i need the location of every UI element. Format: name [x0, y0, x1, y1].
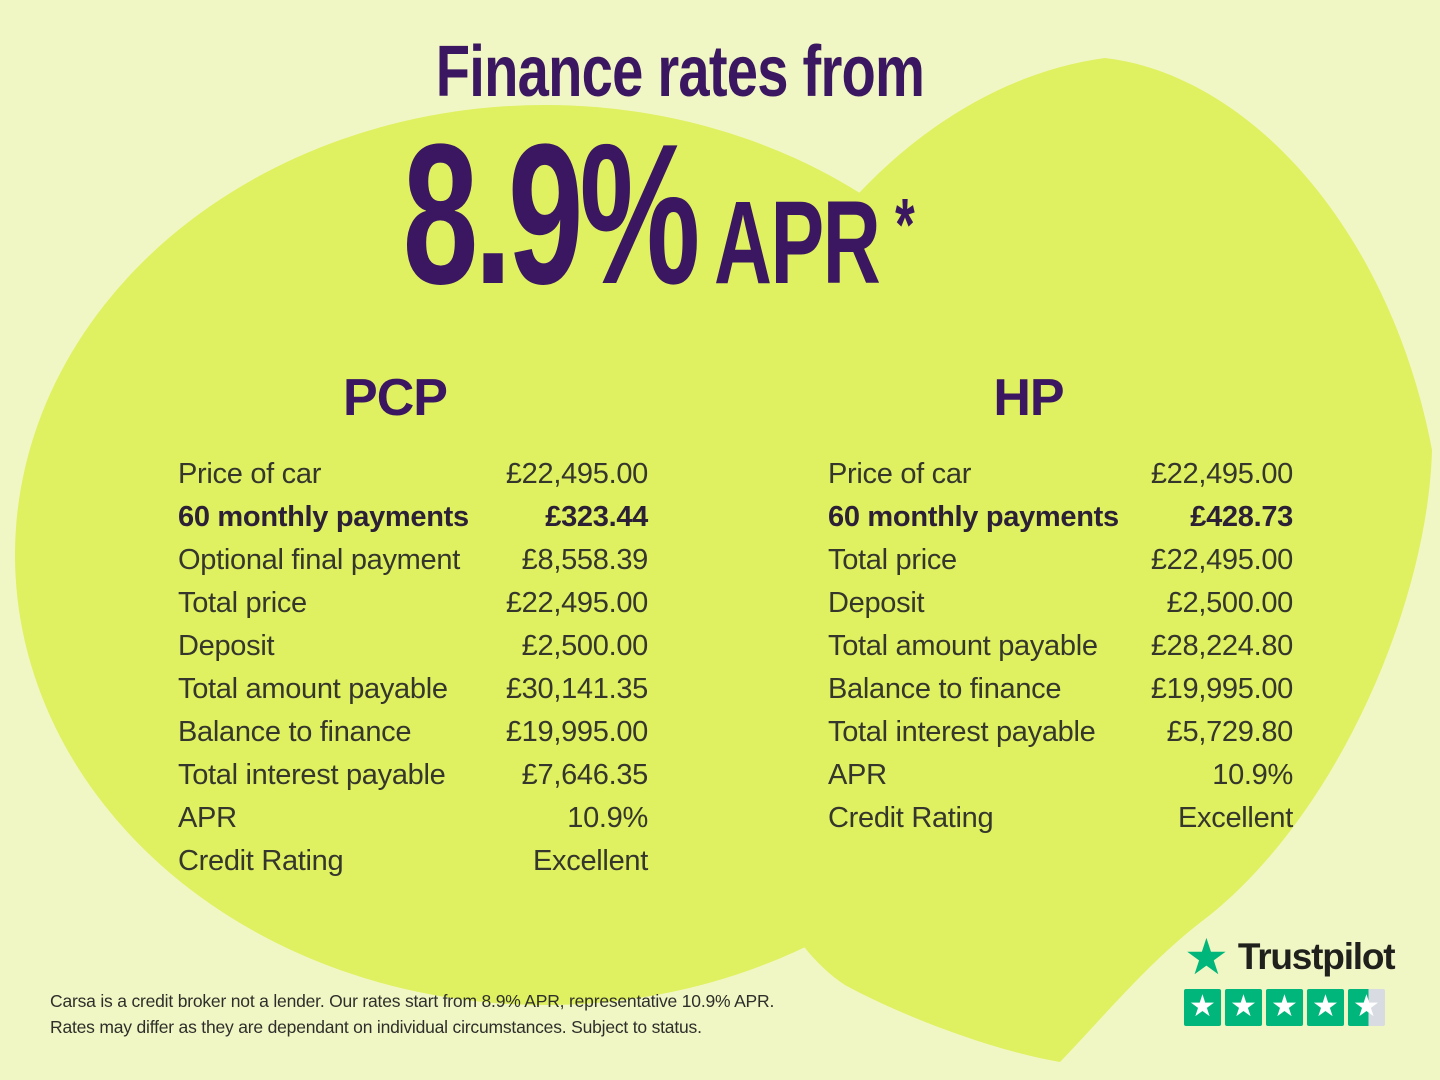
row-value: £8,558.39	[521, 544, 648, 576]
rate-unit-label: APR	[714, 177, 880, 309]
disclaimer-line-2: Rates may differ as they are dependant on individual circumstances. Subject to status.	[50, 1017, 702, 1037]
rate-unit-group	[714, 177, 915, 309]
disclaimer	[50, 988, 830, 1040]
row-value: £30,141.35	[505, 673, 648, 705]
page-title: Finance rates from	[435, 32, 925, 112]
row-value: £22,495.00	[505, 587, 648, 619]
row-label: Optional final payment	[178, 544, 460, 576]
pcp-heading: PCP	[343, 369, 447, 427]
row-label: Total price	[178, 587, 307, 619]
rate-asterisk: *	[895, 183, 915, 266]
row-label: Total interest payable	[178, 759, 446, 791]
pcp-table	[178, 453, 648, 883]
star-glyph: ★	[1189, 989, 1216, 1023]
row-value: £428.73	[1190, 501, 1293, 533]
rating-star-full	[1184, 989, 1221, 1026]
rating-star-half	[1348, 989, 1385, 1026]
table-row	[178, 625, 648, 668]
rating-star-full	[1307, 989, 1344, 1026]
row-value: 10.9%	[567, 802, 648, 834]
trustpilot-star-icon: ★	[1184, 929, 1229, 985]
table-row	[178, 582, 648, 625]
row-label: Total price	[828, 544, 957, 576]
disclaimer-line-1: Carsa is a credit broker not a lender. Our rates start from 8.9% APR, representative 10.9% APR.	[50, 991, 775, 1011]
star-glyph: ★	[1271, 989, 1298, 1023]
row-label: Deposit	[828, 587, 925, 619]
row-value: £22,495.00	[505, 458, 648, 490]
table-row	[828, 582, 1293, 625]
row-value: £28,224.80	[1150, 630, 1293, 662]
table-row	[178, 754, 648, 797]
table-row	[828, 453, 1293, 496]
row-value: Excellent	[533, 845, 648, 877]
row-value: £323.44	[545, 501, 648, 533]
row-label: Balance to finance	[178, 716, 412, 748]
row-value: £22,495.00	[1150, 458, 1293, 490]
table-row	[828, 754, 1293, 797]
row-value: £19,995.00	[1150, 673, 1293, 705]
row-label: APR	[828, 759, 887, 791]
star-glyph: ★	[1353, 989, 1380, 1023]
row-label: 60 monthly payments	[178, 501, 469, 533]
row-value: Excellent	[1178, 802, 1293, 834]
row-value: £2,500.00	[521, 630, 648, 662]
row-value: 10.9%	[1212, 759, 1293, 791]
table-row	[178, 668, 648, 711]
row-label: Price of car	[828, 458, 972, 490]
trustpilot-badge	[1184, 929, 1395, 1026]
row-label: APR	[178, 802, 237, 834]
row-label: Credit Rating	[178, 845, 344, 877]
hp-heading: HP	[993, 369, 1064, 427]
trustpilot-wordmark: Trustpilot	[1237, 936, 1395, 977]
row-label: Credit Rating	[828, 802, 994, 834]
table-row	[178, 797, 648, 840]
row-label: Price of car	[178, 458, 322, 490]
row-label: Total amount payable	[178, 673, 448, 705]
rate-value: 8.9%	[402, 103, 697, 326]
row-label: 60 monthly payments	[828, 501, 1119, 533]
table-row	[828, 496, 1293, 539]
trustpilot-logo	[1184, 929, 1395, 985]
row-value: £2,500.00	[1166, 587, 1293, 619]
row-value: £5,729.80	[1166, 716, 1293, 748]
table-row	[828, 668, 1293, 711]
table-row	[178, 711, 648, 754]
table-row	[178, 496, 648, 539]
table-row	[178, 539, 648, 582]
star-glyph: ★	[1312, 989, 1339, 1023]
table-row	[828, 711, 1293, 754]
trustpilot-rating-stars	[1184, 989, 1394, 1026]
row-value: £7,646.35	[521, 759, 648, 791]
table-row	[178, 840, 648, 883]
row-label: Total amount payable	[828, 630, 1098, 662]
table-row	[828, 625, 1293, 668]
table-row	[178, 453, 648, 496]
row-label: Total interest payable	[828, 716, 1096, 748]
rating-star-full	[1266, 989, 1303, 1026]
table-row	[828, 797, 1293, 840]
table-row	[828, 539, 1293, 582]
row-label: Deposit	[178, 630, 275, 662]
star-glyph: ★	[1230, 989, 1257, 1023]
row-value: £22,495.00	[1150, 544, 1293, 576]
hp-table	[828, 453, 1293, 840]
headline-rate	[151, 103, 1130, 326]
rating-star-full	[1225, 989, 1262, 1026]
row-label: Balance to finance	[828, 673, 1062, 705]
row-value: £19,995.00	[505, 716, 648, 748]
